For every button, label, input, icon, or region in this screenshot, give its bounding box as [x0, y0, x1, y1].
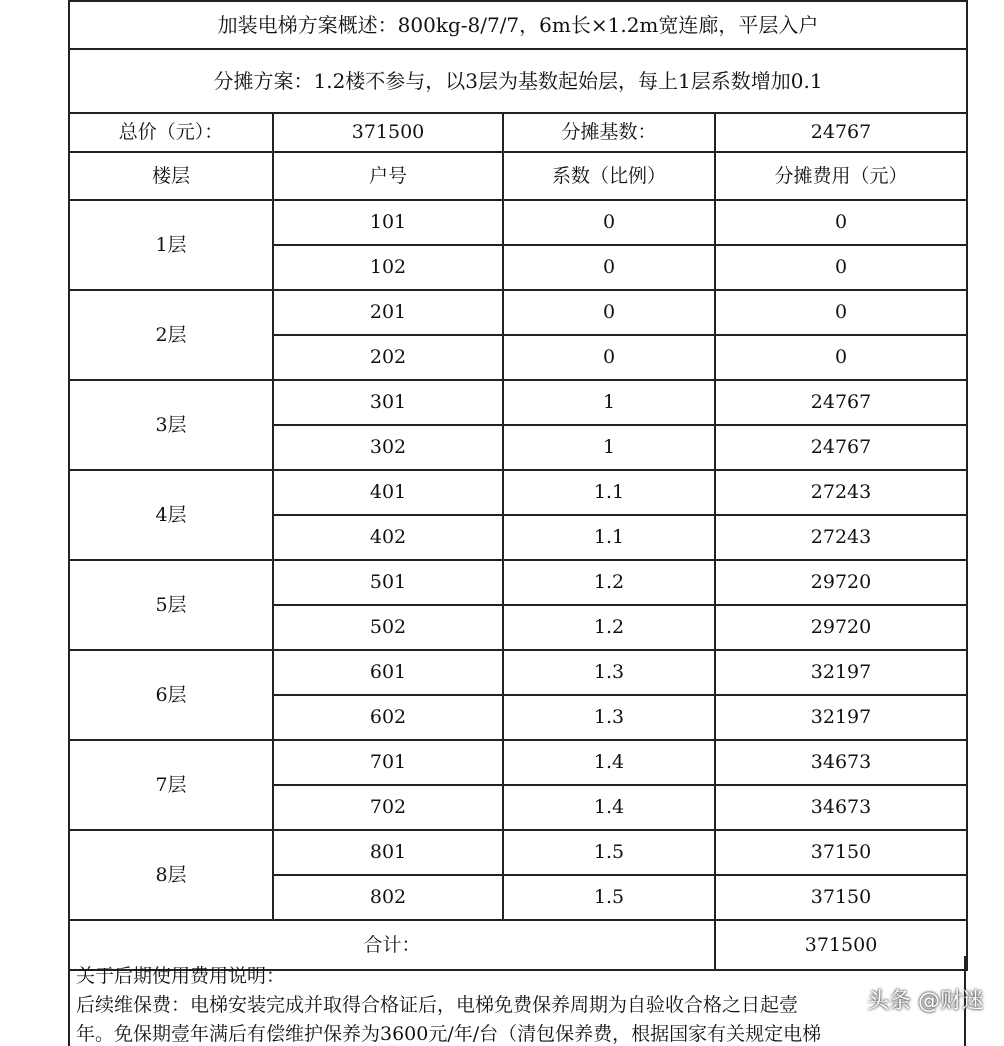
base-value: 24767 — [715, 113, 967, 152]
notes-maintenance-line: 后续维保费：电梯安装完成并取得合格证后，电梯免费保养周期为自验收合格之日起壹 — [76, 994, 799, 1016]
table-row — [69, 830, 967, 875]
shared-fee: 32197 — [715, 650, 967, 695]
col-header-coef: 系数（比例） — [503, 152, 715, 200]
total-label: 合计： — [69, 920, 715, 970]
table-row — [69, 650, 967, 695]
unit-number: 502 — [273, 605, 503, 650]
floor-label: 1层 — [69, 200, 273, 290]
unit-number: 701 — [273, 740, 503, 785]
cost-table — [68, 0, 968, 971]
floor-label: 7层 — [69, 740, 273, 830]
table-row — [69, 380, 967, 425]
shared-fee: 0 — [715, 245, 967, 290]
total-price-value: 371500 — [273, 113, 503, 152]
shared-fee: 32197 — [715, 695, 967, 740]
unit-number: 402 — [273, 515, 503, 560]
shared-fee: 29720 — [715, 605, 967, 650]
floor-label: 6层 — [69, 650, 273, 740]
unit-number: 801 — [273, 830, 503, 875]
unit-number: 102 — [273, 245, 503, 290]
sharing-plan: 分摊方案：1.2楼不参与，以3层为基数起始层，每上1层系数增加0.1 — [69, 49, 967, 113]
shared-fee: 0 — [715, 200, 967, 245]
unit-number: 101 — [273, 200, 503, 245]
unit-number: 702 — [273, 785, 503, 830]
notes-heading: 关于后期使用费用说明： — [76, 965, 286, 987]
shared-fee: 24767 — [715, 425, 967, 470]
base-label: 分摊基数： — [503, 113, 715, 152]
notes-maintenance-line-2: 年。免保期壹年满后有偿维护保养为3600元/年/台（清包保养费，根据国家有关规定电梯 — [76, 1023, 822, 1045]
coefficient: 1.4 — [503, 785, 715, 830]
cost-sharing-sheet — [68, 0, 966, 971]
shared-fee: 34673 — [715, 740, 967, 785]
total-price-label: 总价（元）： — [69, 113, 273, 152]
floor-label: 2层 — [69, 290, 273, 380]
table-row — [69, 740, 967, 785]
table-row — [69, 200, 967, 245]
col-header-unit: 户号 — [273, 152, 503, 200]
shared-fee: 34673 — [715, 785, 967, 830]
total-value: 371500 — [715, 920, 967, 970]
shared-fee: 27243 — [715, 515, 967, 560]
coefficient: 1 — [503, 380, 715, 425]
plan-title: 加装电梯方案概述：800kg-8/7/7，6m长×1.2m宽连廊，平层入户 — [69, 1, 967, 49]
coefficient: 1.1 — [503, 470, 715, 515]
coefficient: 1.4 — [503, 740, 715, 785]
unit-number: 301 — [273, 380, 503, 425]
floor-label: 4层 — [69, 470, 273, 560]
shared-fee: 0 — [715, 290, 967, 335]
coefficient: 1.3 — [503, 650, 715, 695]
unit-number: 602 — [273, 695, 503, 740]
shared-fee: 27243 — [715, 470, 967, 515]
floor-label: 3层 — [69, 380, 273, 470]
coefficient: 1.1 — [503, 515, 715, 560]
coefficient: 1.5 — [503, 830, 715, 875]
unit-number: 202 — [273, 335, 503, 380]
watermark: 头条 @财迷 — [867, 989, 984, 1014]
table-row — [69, 560, 967, 605]
coefficient: 0 — [503, 290, 715, 335]
shared-fee: 24767 — [715, 380, 967, 425]
table-row — [69, 470, 967, 515]
unit-number: 201 — [273, 290, 503, 335]
shared-fee: 37150 — [715, 830, 967, 875]
coefficient: 1.2 — [503, 605, 715, 650]
col-header-floor: 楼层 — [69, 152, 273, 200]
floor-label: 8层 — [69, 830, 273, 920]
shared-fee: 0 — [715, 335, 967, 380]
unit-number: 601 — [273, 650, 503, 695]
coefficient: 0 — [503, 200, 715, 245]
shared-fee: 29720 — [715, 560, 967, 605]
usage-notes — [68, 956, 966, 1046]
shared-fee: 37150 — [715, 875, 967, 920]
unit-number: 501 — [273, 560, 503, 605]
coefficient: 1.5 — [503, 875, 715, 920]
unit-number: 802 — [273, 875, 503, 920]
col-header-fee: 分摊费用（元） — [715, 152, 967, 200]
table-row — [69, 290, 967, 335]
coefficient: 0 — [503, 245, 715, 290]
coefficient: 1.3 — [503, 695, 715, 740]
floor-label: 5层 — [69, 560, 273, 650]
coefficient: 1.2 — [503, 560, 715, 605]
coefficient: 1 — [503, 425, 715, 470]
unit-number: 401 — [273, 470, 503, 515]
coefficient: 0 — [503, 335, 715, 380]
unit-number: 302 — [273, 425, 503, 470]
